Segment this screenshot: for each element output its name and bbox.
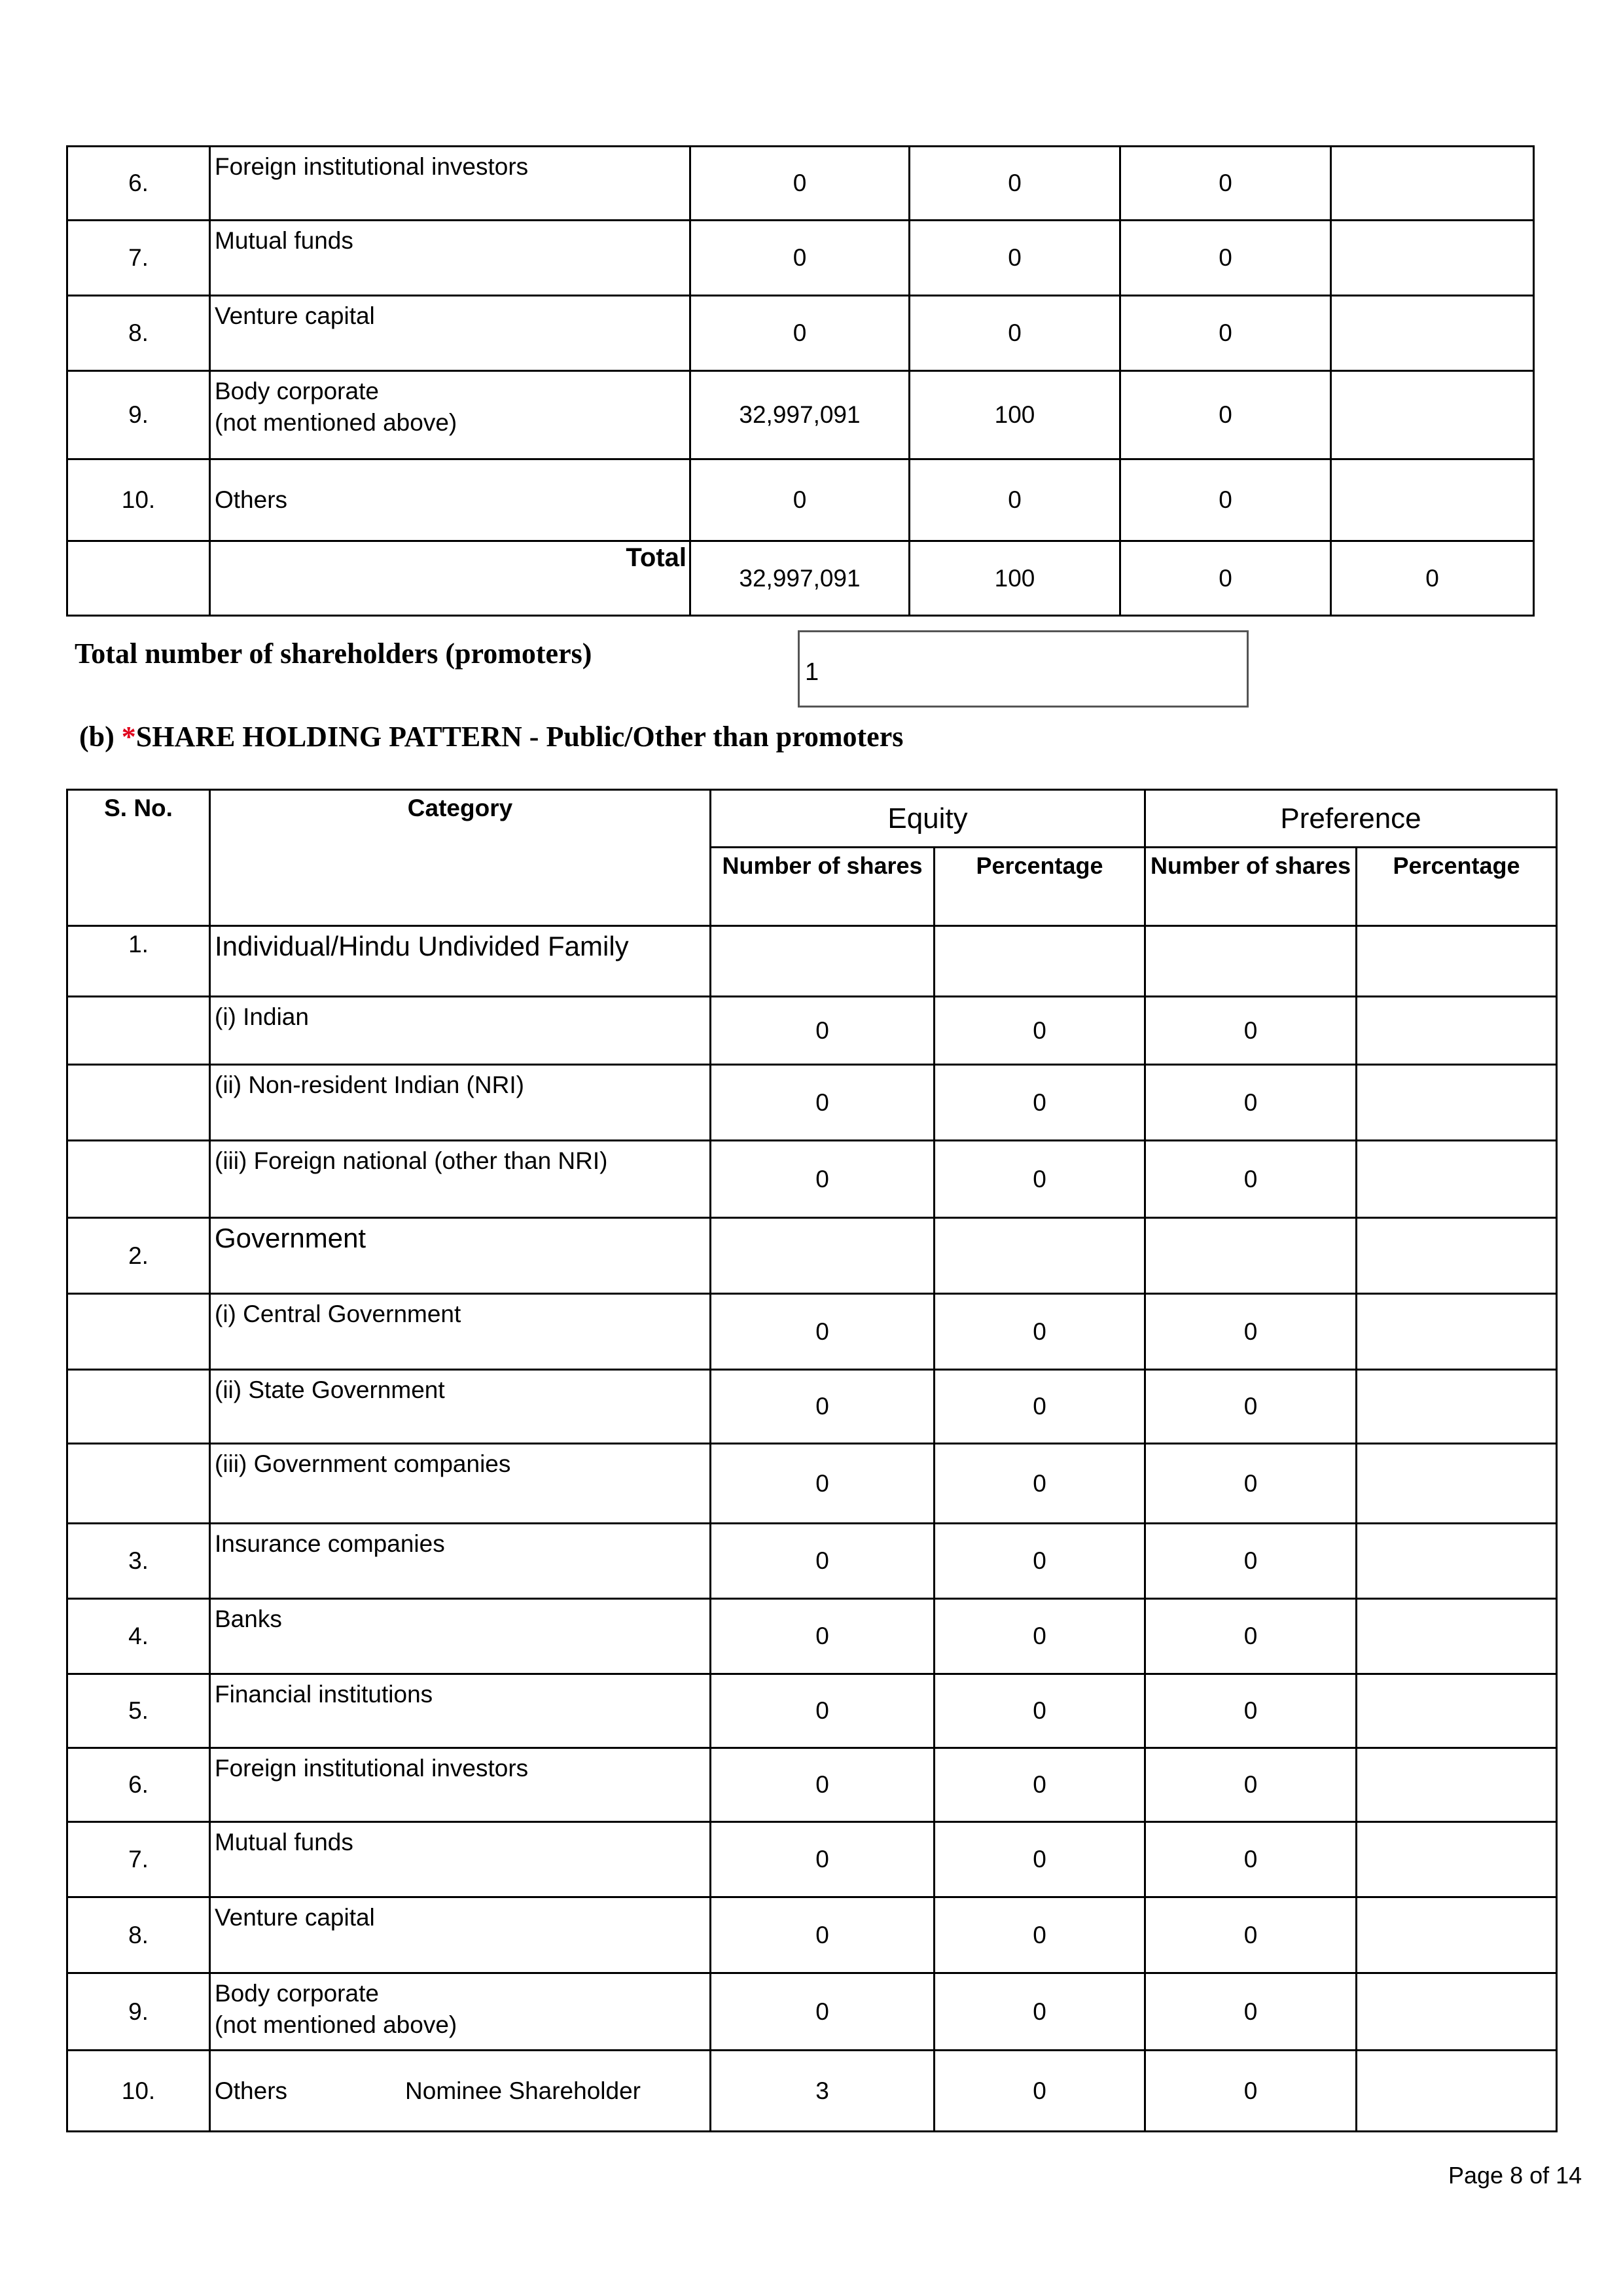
preference-shares-value[interactable]: 0 (1145, 1599, 1357, 1674)
total-preference-percentage: 0 (1331, 541, 1534, 616)
category-label: Others (210, 459, 690, 541)
table-row (67, 147, 1534, 221)
preference-shares-value (1145, 926, 1357, 997)
category-line-1: Body corporate (215, 1980, 379, 2007)
serial-number: 6. (67, 1748, 210, 1822)
preference-percentage-value[interactable] (1331, 459, 1534, 541)
preference-shares-value[interactable]: 0 (1120, 459, 1331, 541)
serial-number (67, 1065, 210, 1141)
category-label: Foreign institutional investors (210, 147, 690, 221)
table-row (67, 997, 1557, 1065)
table-row (67, 1599, 1557, 1674)
promoters-shareholding-table (66, 145, 1535, 617)
preference-percentage-value[interactable] (1357, 997, 1557, 1065)
equity-shares-value[interactable]: 3 (711, 2051, 935, 2132)
equity-percentage-value[interactable]: 100 (910, 371, 1120, 459)
total-equity-shares: 32,997,091 (690, 541, 910, 616)
table-row (67, 1822, 1557, 1897)
equity-shares-value[interactable]: 0 (711, 1822, 935, 1897)
preference-shares-value[interactable]: 0 (1145, 1370, 1357, 1444)
category-label (210, 2051, 711, 2132)
equity-shares-value[interactable]: 0 (711, 1599, 935, 1674)
preference-shares-value[interactable]: 0 (1145, 997, 1357, 1065)
equity-percentage-value[interactable]: 0 (935, 1141, 1145, 1218)
equity-percentage-value[interactable]: 0 (935, 1674, 1145, 1748)
category-label: (ii) Non-resident Indian (NRI) (210, 1065, 711, 1141)
total-shareholders-field[interactable]: 1 (798, 630, 1249, 708)
serial-number: 9. (67, 371, 210, 459)
equity-percentage-value[interactable]: 0 (935, 1524, 1145, 1599)
total-row (67, 541, 1534, 616)
preference-percentage-value (1357, 1218, 1557, 1294)
category-label: Banks (210, 1599, 711, 1674)
public-shareholding-table (66, 789, 1558, 2132)
table-row (67, 1370, 1557, 1444)
preference-shares-value[interactable]: 0 (1145, 1524, 1357, 1599)
equity-shares-value[interactable]: 0 (711, 1065, 935, 1141)
equity-shares-value[interactable]: 0 (711, 1748, 935, 1822)
category-label: Individual/Hindu Undivided Family (210, 926, 711, 997)
preference-percentage-value[interactable] (1331, 221, 1534, 296)
table-row (67, 221, 1534, 296)
preference-percentage-value[interactable] (1331, 296, 1534, 371)
serial-number: 9. (67, 1973, 210, 2051)
preference-shares-value[interactable]: 0 (1145, 1294, 1357, 1370)
table-row (67, 1897, 1557, 1973)
category-line-1: Body corporate (215, 378, 379, 404)
equity-percentage-value[interactable]: 0 (935, 1897, 1145, 1973)
preference-percentage-value[interactable] (1357, 1748, 1557, 1822)
header-equity-percentage: Percentage (935, 848, 1145, 926)
category-label: (ii) State Government (210, 1370, 711, 1444)
category-label: Venture capital (210, 296, 690, 371)
preference-percentage-value[interactable] (1357, 1141, 1557, 1218)
equity-shares-value[interactable]: 32,997,091 (690, 371, 910, 459)
preference-shares-value[interactable]: 0 (1145, 1674, 1357, 1748)
preference-shares-value[interactable]: 0 (1120, 371, 1331, 459)
preference-percentage-value[interactable] (1357, 2051, 1557, 2132)
equity-percentage-value[interactable]: 0 (935, 1822, 1145, 1897)
nominee-shareholder-label: Nominee Shareholder (405, 2077, 641, 2104)
category-label: Venture capital (210, 1897, 711, 1973)
serial-number: 3. (67, 1524, 210, 1599)
table-row (67, 1065, 1557, 1141)
equity-shares-value[interactable]: 0 (711, 1141, 935, 1218)
preference-percentage-value[interactable] (1357, 1065, 1557, 1141)
table-row (67, 1218, 1557, 1294)
equity-percentage-value[interactable]: 0 (935, 2051, 1145, 2132)
preference-percentage-value[interactable] (1357, 1524, 1557, 1599)
serial-number (67, 1444, 210, 1524)
preference-shares-value[interactable]: 0 (1120, 296, 1331, 371)
category-label: (i) Central Government (210, 1294, 711, 1370)
equity-percentage-value[interactable]: 0 (935, 1973, 1145, 2051)
preference-percentage-value[interactable] (1357, 1294, 1557, 1370)
equity-percentage-value[interactable]: 0 (935, 1294, 1145, 1370)
preference-percentage-value (1357, 926, 1557, 997)
total-equity-percentage: 100 (910, 541, 1120, 616)
category-line-2: (not mentioned above) (215, 2011, 457, 2038)
category-label: Foreign institutional investors (210, 1748, 711, 1822)
equity-shares-value[interactable]: 0 (690, 296, 910, 371)
equity-percentage-value[interactable]: 0 (910, 147, 1120, 221)
category-label: Insurance companies (210, 1524, 711, 1599)
equity-percentage-value[interactable]: 0 (910, 221, 1120, 296)
equity-percentage-value[interactable]: 0 (935, 1599, 1145, 1674)
preference-percentage-value[interactable] (1357, 1370, 1557, 1444)
equity-percentage-value[interactable]: 0 (935, 1748, 1145, 1822)
equity-shares-value[interactable]: 0 (711, 997, 935, 1065)
header-preference-number-of-shares: Number of shares (1145, 848, 1357, 926)
header-sno: S. No. (67, 790, 210, 926)
table-row (67, 371, 1534, 459)
table-row (67, 1524, 1557, 1599)
table-row (67, 296, 1534, 371)
category-label (210, 371, 690, 459)
header-row (67, 790, 1557, 848)
equity-percentage-value[interactable]: 0 (910, 296, 1120, 371)
category-label: (iii) Foreign national (other than NRI) (210, 1141, 711, 1218)
preference-percentage-value[interactable] (1357, 1599, 1557, 1674)
category-text: Others (215, 2077, 288, 2104)
category-label: Financial institutions (210, 1674, 711, 1748)
header-preference: Preference (1145, 790, 1557, 848)
serial-number (67, 1294, 210, 1370)
preference-percentage-value[interactable] (1357, 1444, 1557, 1524)
table-row (67, 1444, 1557, 1524)
equity-shares-value[interactable]: 0 (711, 1294, 935, 1370)
preference-shares-value[interactable]: 0 (1145, 1897, 1357, 1973)
serial-number: 1. (67, 926, 210, 997)
serial-number: 2. (67, 1218, 210, 1294)
equity-shares-value[interactable]: 0 (711, 1973, 935, 2051)
preference-shares-value[interactable]: 0 (1145, 1141, 1357, 1218)
preference-shares-value[interactable]: 0 (1145, 1444, 1357, 1524)
serial-number: 5. (67, 1674, 210, 1748)
equity-shares-value (711, 926, 935, 997)
page-number: Page 8 of 14 (1448, 2162, 1582, 2189)
equity-shares-value[interactable]: 0 (711, 1674, 935, 1748)
preference-shares-value (1145, 1218, 1357, 1294)
serial-number (67, 1370, 210, 1444)
table-row (67, 1973, 1557, 2051)
serial-number: 4. (67, 1599, 210, 1674)
equity-percentage-value[interactable]: 0 (935, 997, 1145, 1065)
serial-number: 8. (67, 1897, 210, 1973)
equity-percentage-value[interactable]: 0 (935, 1370, 1145, 1444)
equity-shares-value[interactable]: 0 (711, 1897, 935, 1973)
equity-percentage-value (935, 926, 1145, 997)
total-label: Total (210, 541, 690, 616)
table-row (67, 1674, 1557, 1748)
required-asterisk: * (121, 721, 136, 753)
header-equity-number-of-shares: Number of shares (711, 848, 935, 926)
section-title-text: SHARE HOLDING PATTERN - Public/Other than promoters (135, 721, 904, 753)
preference-percentage-value[interactable] (1357, 1973, 1557, 2051)
section-prefix: (b) (79, 721, 122, 753)
equity-percentage-value[interactable]: 0 (910, 459, 1120, 541)
preference-shares-value[interactable]: 0 (1145, 1065, 1357, 1141)
equity-shares-value[interactable]: 0 (690, 147, 910, 221)
equity-shares-value[interactable]: 0 (690, 459, 910, 541)
table-row (67, 926, 1557, 997)
section-title (79, 720, 903, 753)
preference-percentage-value[interactable] (1357, 1674, 1557, 1748)
preference-shares-value[interactable]: 0 (1145, 2051, 1357, 2132)
serial-number: 6. (67, 147, 210, 221)
equity-percentage-value[interactable]: 0 (935, 1065, 1145, 1141)
equity-percentage-value (935, 1218, 1145, 1294)
category-label: Government (210, 1218, 711, 1294)
equity-shares-value (711, 1218, 935, 1294)
header-category: Category (210, 790, 711, 926)
preference-percentage-value[interactable] (1357, 1822, 1557, 1897)
preference-percentage-value[interactable] (1331, 147, 1534, 221)
category-label: (iii) Government companies (210, 1444, 711, 1524)
serial-number: 10. (67, 2051, 210, 2132)
serial-number: 8. (67, 296, 210, 371)
header-equity: Equity (711, 790, 1145, 848)
header-preference-percentage: Percentage (1357, 848, 1557, 926)
total-preference-shares: 0 (1120, 541, 1331, 616)
table-row (67, 2051, 1557, 2132)
preference-shares-value[interactable]: 0 (1145, 1973, 1357, 2051)
table-row (67, 1141, 1557, 1218)
preference-shares-value[interactable]: 0 (1120, 147, 1331, 221)
equity-shares-value[interactable]: 0 (690, 221, 910, 296)
table-row (67, 1748, 1557, 1822)
category-label: Mutual funds (210, 221, 690, 296)
category-label: (i) Indian (210, 997, 711, 1065)
serial-number (67, 1141, 210, 1218)
equity-percentage-value[interactable]: 0 (935, 1444, 1145, 1524)
preference-percentage-value[interactable] (1331, 371, 1534, 459)
preference-shares-value[interactable]: 0 (1145, 1822, 1357, 1897)
serial-number: 7. (67, 221, 210, 296)
empty-cell (67, 541, 210, 616)
table-row (67, 1294, 1557, 1370)
equity-shares-value[interactable]: 0 (711, 1524, 935, 1599)
serial-number: 10. (67, 459, 210, 541)
serial-number (67, 997, 210, 1065)
total-shareholders-label: Total number of shareholders (promoters) (75, 637, 592, 670)
preference-shares-value[interactable]: 0 (1120, 221, 1331, 296)
category-label (210, 1973, 711, 2051)
equity-shares-value[interactable]: 0 (711, 1444, 935, 1524)
table-row (67, 459, 1534, 541)
preference-percentage-value[interactable] (1357, 1897, 1557, 1973)
preference-shares-value[interactable]: 0 (1145, 1748, 1357, 1822)
category-label: Mutual funds (210, 1822, 711, 1897)
equity-shares-value[interactable]: 0 (711, 1370, 935, 1444)
serial-number: 7. (67, 1822, 210, 1897)
category-line-2: (not mentioned above) (215, 409, 457, 436)
